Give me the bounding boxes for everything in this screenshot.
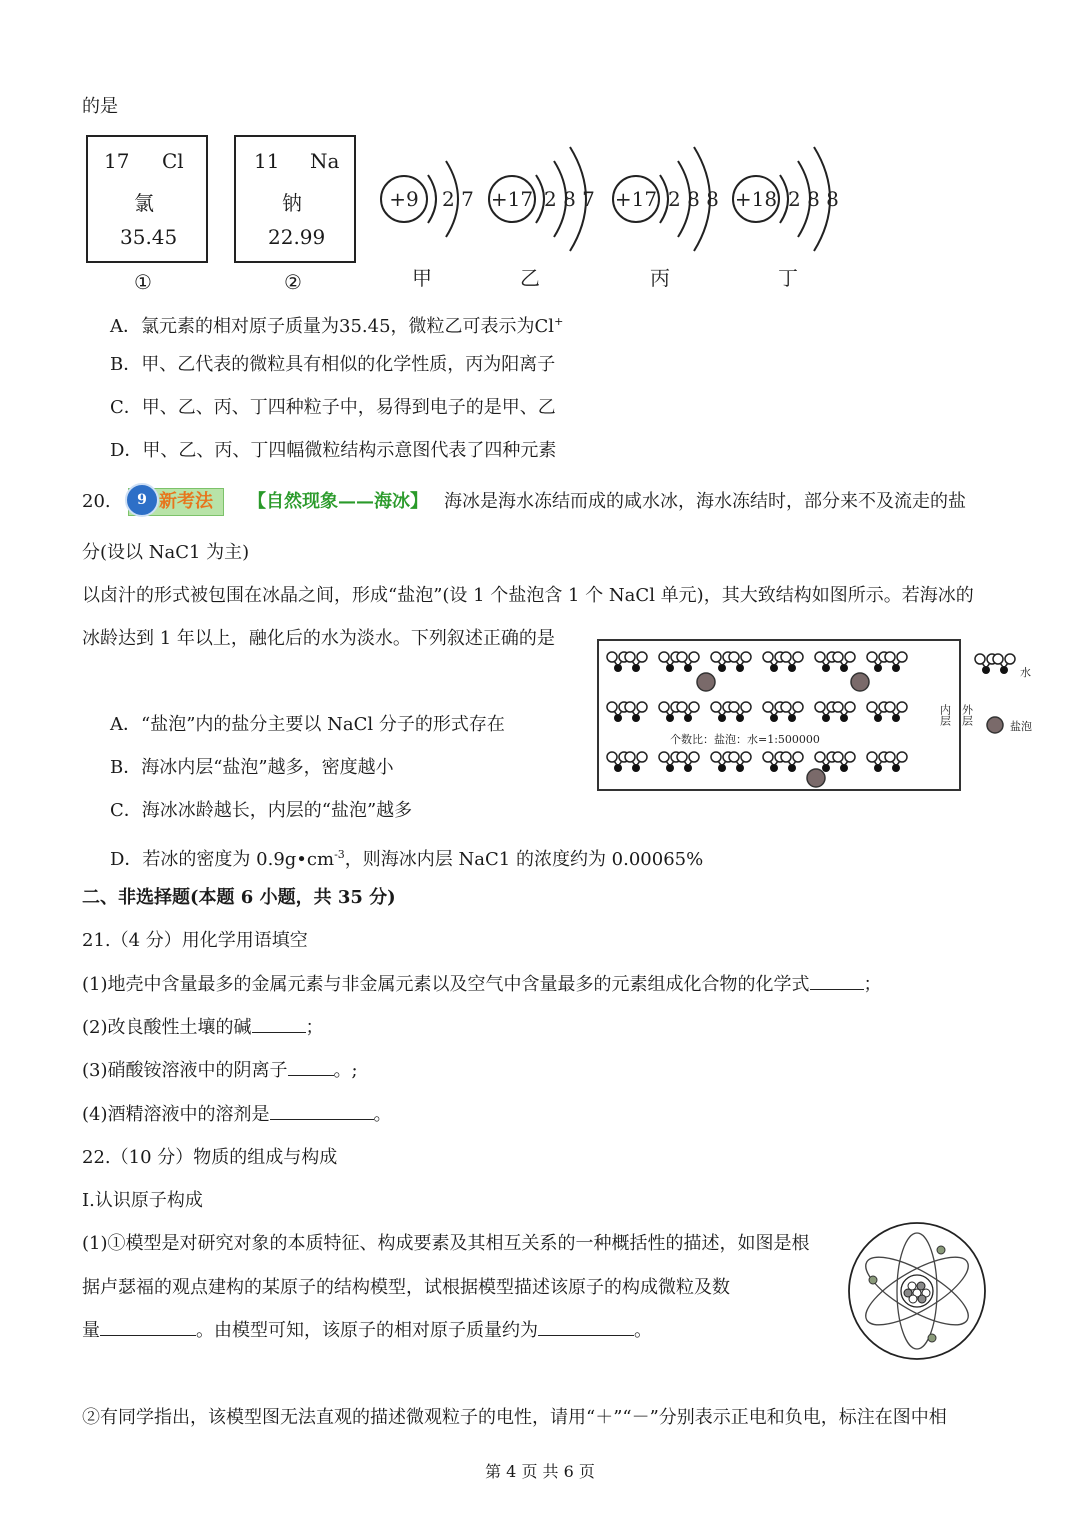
question-text: ②有同学指出，该模型图无法直观的描述微观粒子的电性，请用“＋”“－”分别表示正电和负电，标注在图中相	[82, 1407, 947, 1428]
sub-question: (3)硝酸铵溶液中的阴离子 。;	[82, 1060, 358, 1081]
question-text: 的是	[82, 96, 118, 117]
atomic-mass: 22.99	[268, 225, 326, 249]
section-heading: 二、非选择题(本题 6 小题，共 35 分)	[82, 887, 396, 908]
question-title: 22.（10 分）物质的组成与构成	[82, 1147, 338, 1168]
answer-blank[interactable]	[538, 1335, 634, 1336]
shell-electrons: 2 7	[442, 187, 474, 211]
nucleus-charge: +17	[490, 187, 534, 211]
particle-structure-diagrams	[370, 135, 850, 295]
topic-label: 【自然现象——海冰】	[248, 491, 428, 512]
atomic-mass: 35.45	[120, 225, 178, 249]
answer-blank[interactable]	[100, 1335, 196, 1336]
new-method-tag	[128, 488, 224, 516]
answer-blank[interactable]	[270, 1119, 374, 1120]
atomic-number: 11	[254, 149, 280, 173]
element-card-na	[234, 135, 356, 263]
question-text: (1)①模型是对研究对象的本质特征、构成要素及其相互关系的一种概括性的描述，如图是根	[82, 1233, 810, 1254]
element-tag: ②	[284, 270, 302, 294]
answer-blank[interactable]	[252, 1032, 306, 1033]
question-text: 以卤汁的形式被包围在冰晶之间，形成“盐泡”(设 1 个盐泡含 1 个 NaCl 单元)，其大致结构如图所示。若海冰的	[82, 585, 974, 606]
legend-water-label: 水	[1020, 666, 1031, 679]
sea-ice-structure-diagram	[596, 638, 1046, 793]
nucleus-charge: +17	[614, 187, 658, 211]
sub-question: (1)地壳中含量最多的金属元素与非金属元素以及空气中含量最多的元素组成化合物的化学式 ；	[82, 974, 882, 995]
inner-layer-label: 内层	[938, 704, 952, 726]
legend-salt-label: 盐泡	[1010, 720, 1032, 733]
outer-layer-label: 外层	[960, 704, 974, 726]
particle-label: 丙	[650, 266, 670, 290]
option-c: C．甲、乙、丙、丁四种粒子中，易得到电子的是甲、乙	[110, 397, 556, 418]
shell-electrons: 2 8 8	[788, 187, 839, 211]
tag-label: 新考法	[159, 491, 213, 512]
question-text: 分(设以 NaC1 为主)	[82, 542, 250, 563]
question-text: 量 。由模型可知，该原子的相对原子质量约为 。	[82, 1320, 652, 1341]
section-subtitle: I.认识原子构成	[82, 1190, 203, 1211]
page-footer: 第 4 页 共 6 页	[485, 1462, 595, 1481]
option-b: B．甲、乙代表的微粒具有相似的化学性质，丙为阳离子	[110, 354, 556, 375]
particle-label: 乙	[520, 266, 540, 290]
option-a: A．氯元素的相对原子质量为35.45，微粒乙可表示为Cl+	[110, 315, 564, 337]
answer-blank[interactable]	[810, 989, 864, 990]
element-name: 钠	[282, 191, 302, 215]
option-d: D．甲、乙、丙、丁四幅微粒结构示意图代表了四种元素	[110, 440, 557, 461]
nucleus-charge: +18	[734, 187, 778, 211]
question-text: 冰龄达到 1 年以上，融化后的水为淡水。下列叙述正确的是	[82, 628, 555, 649]
option-c: C．海冰冰龄越长，内层的“盐泡”越多	[110, 800, 413, 821]
element-symbol: Na	[310, 149, 340, 173]
particle-yi	[489, 147, 595, 290]
question-text: 海冰是海水冻结而成的咸水冰，海水冻结时，部分来不及流走的盐	[444, 491, 966, 512]
option-b: B．海冰内层“盐泡”越多，密度越小	[110, 757, 394, 778]
question-number: 20.	[82, 491, 111, 512]
atom-model-diagram	[846, 1220, 988, 1362]
shell-electrons: 2 8 7	[544, 187, 595, 211]
element-tag: ①	[134, 270, 152, 294]
element-card-cl	[86, 135, 208, 263]
nucleus-charge: +9	[389, 187, 419, 211]
element-symbol: Cl	[162, 149, 184, 173]
particle-bing	[613, 147, 719, 290]
legend-salt-icon	[987, 717, 1003, 733]
particle-label: 甲	[412, 266, 432, 290]
question-text: 据卢瑟福的观点建构的某原子的结构模型，试根据模型描述该原子的构成微粒及数	[82, 1277, 730, 1298]
sub-question: (2)改良酸性土壤的碱 ；	[82, 1017, 324, 1038]
ratio-text: 个数比：盐泡：水=1:500000	[670, 733, 820, 746]
lightbulb-icon: 9	[125, 483, 159, 517]
legend-water	[975, 654, 1015, 674]
particle-label: 丁	[778, 266, 798, 290]
particle-jia	[381, 161, 474, 290]
element-name: 氯	[134, 191, 154, 215]
sub-question: (4)酒精溶液中的溶剂是 。	[82, 1104, 392, 1125]
question-title: 21.（4 分）用化学用语填空	[82, 930, 308, 951]
option-a: A．“盐泡”内的盐分主要以 NaCl 分子的形式存在	[110, 714, 505, 735]
answer-blank[interactable]	[288, 1075, 334, 1076]
atomic-number: 17	[104, 149, 130, 173]
shell-electrons: 2 8 8	[668, 187, 719, 211]
particle-ding	[733, 147, 839, 290]
option-d: D．若冰的密度为 $0.9g•cm^{-3}$，则海冰内层 NaC1 的浓度约为 0.00065%	[110, 848, 704, 870]
